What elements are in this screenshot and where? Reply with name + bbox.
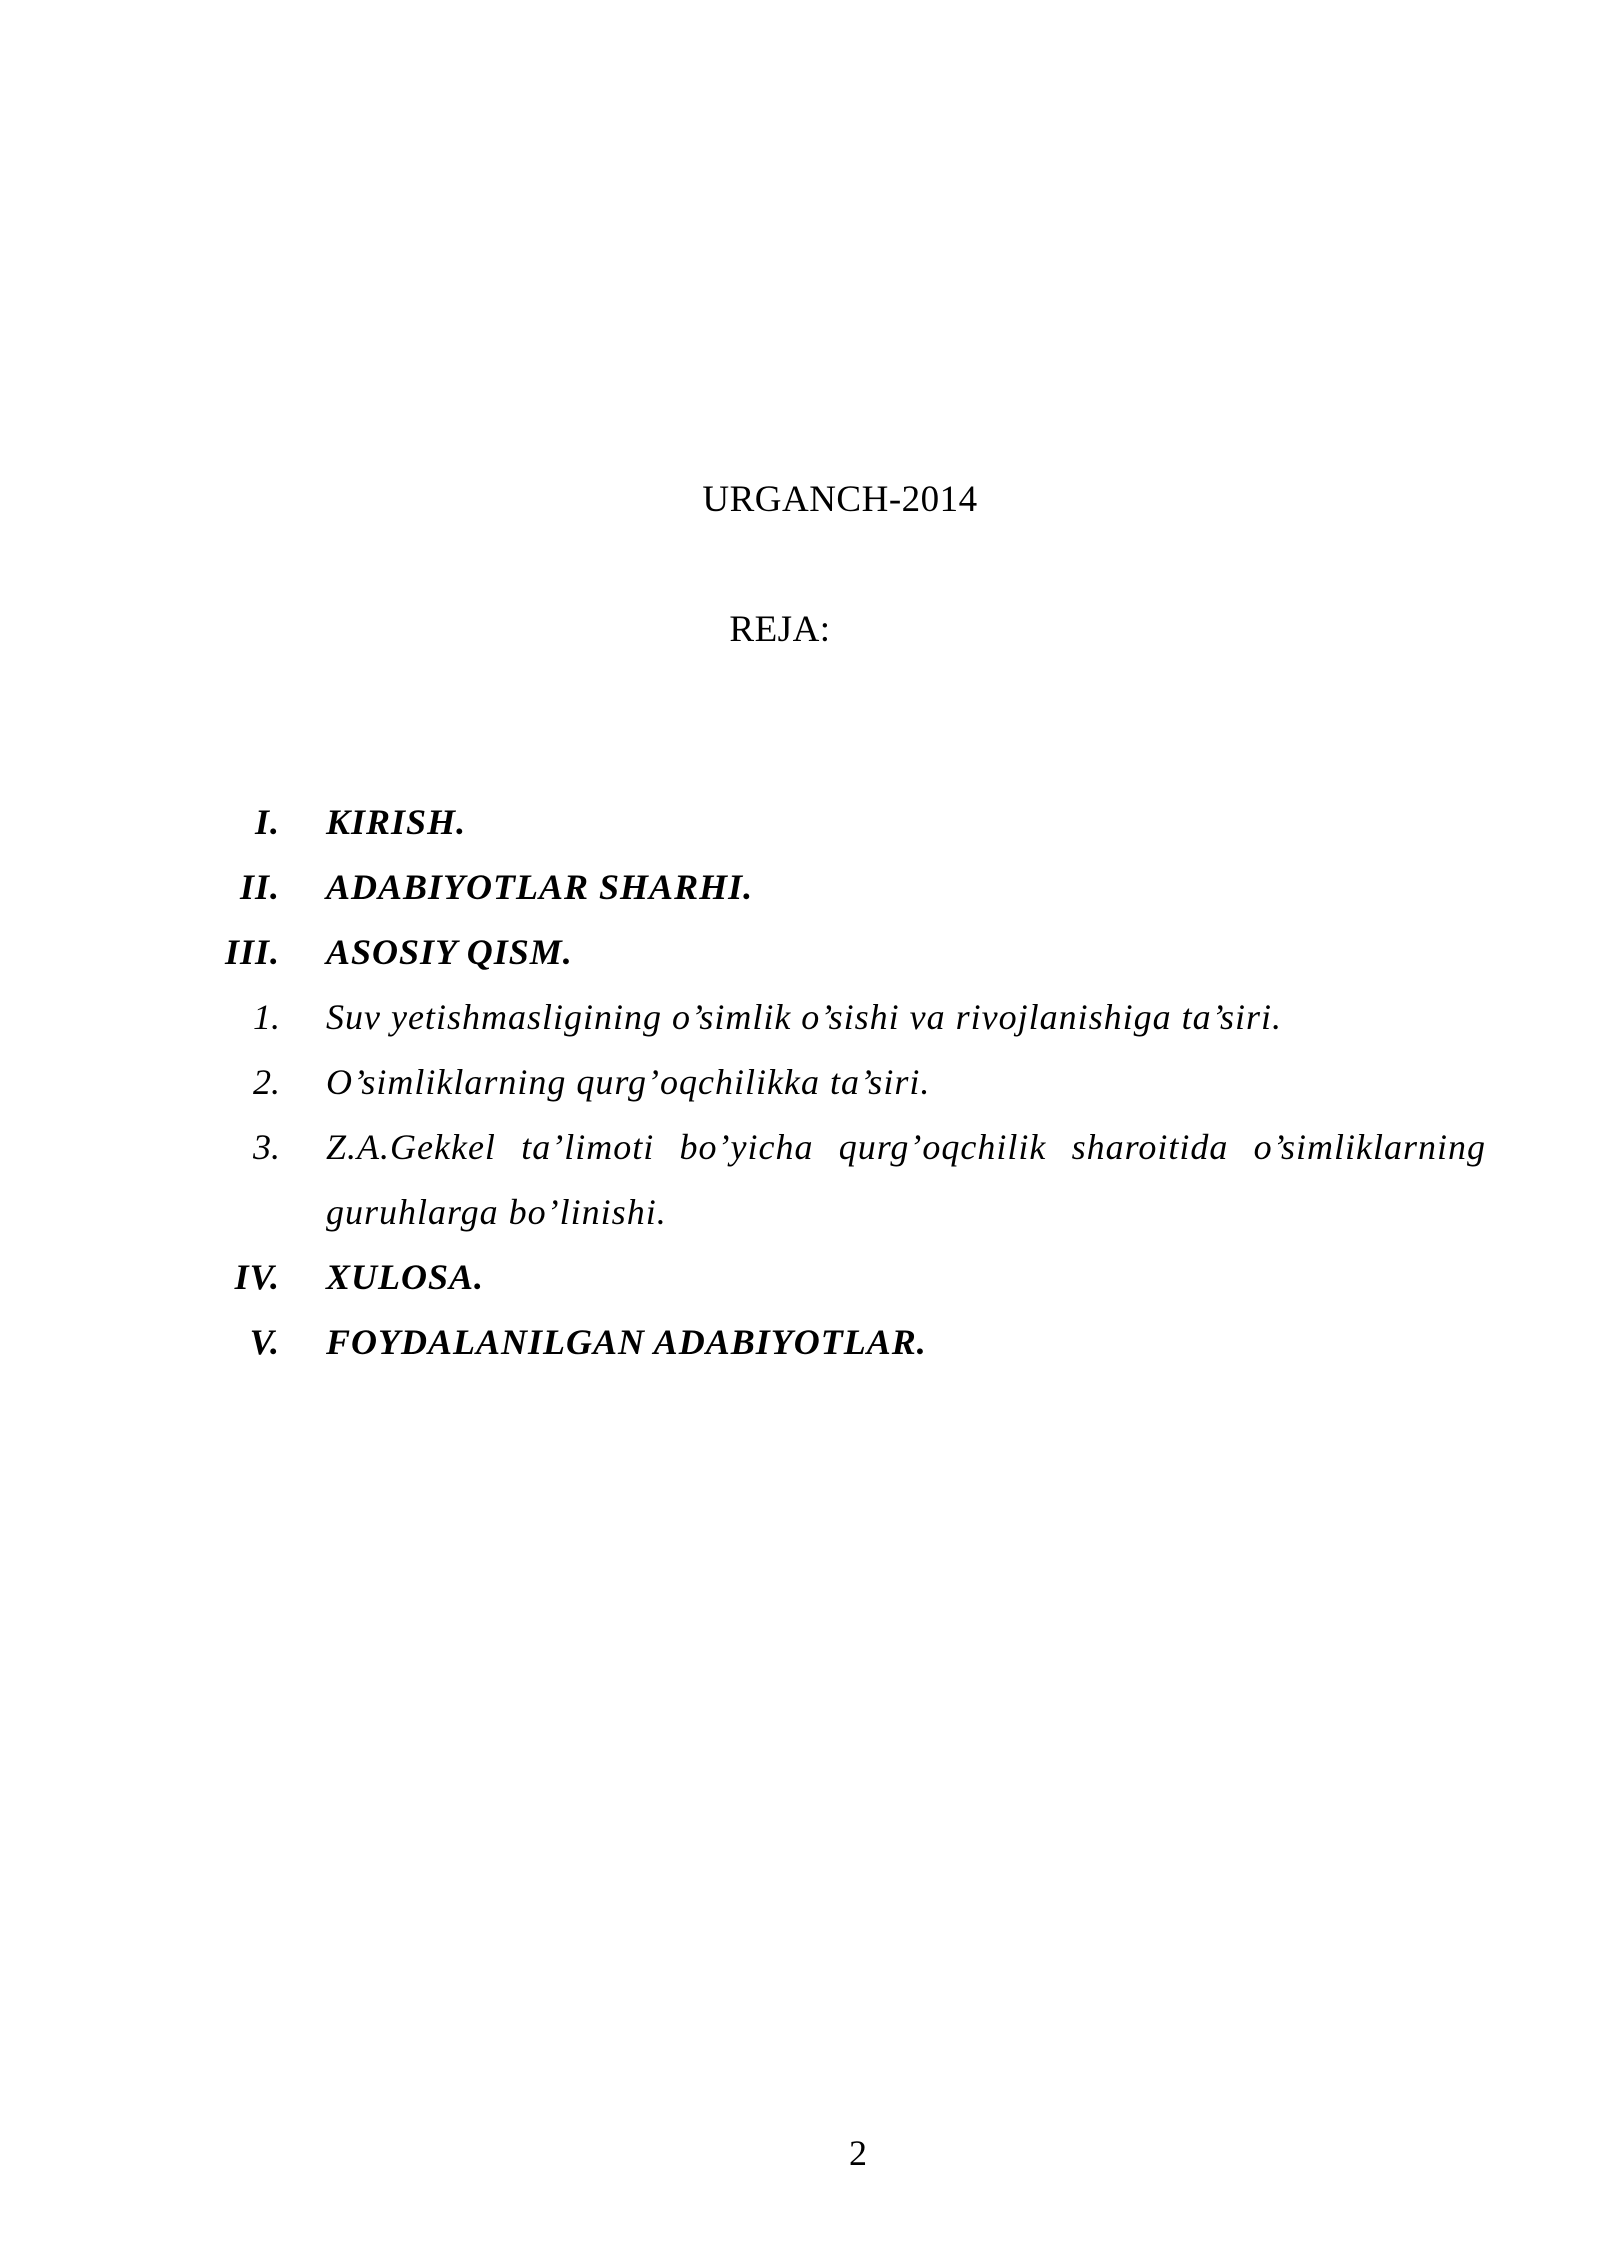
page-number: 2 [849, 2133, 867, 2173]
outline-text: KIRISH. [326, 802, 467, 842]
outline-marker: III. [224, 932, 280, 972]
outline-marker: V. [249, 1322, 280, 1362]
outline-marker: II. [239, 867, 280, 907]
outline-subitem-marker: 3. [253, 1127, 280, 1167]
word: ta’limoti [521, 1127, 655, 1167]
outline-subitem-marker: 1. [253, 997, 280, 1037]
outline-marker: I. [254, 802, 280, 842]
outline-subitem-text: O’simliklarning qurg’oqchilikka ta’siri. [326, 1062, 931, 1102]
city-year-heading: URGANCH-2014 [702, 479, 978, 520]
outline-subitem-text: Suv yetishmasligining o’simlik o’sishi va rivojlanishiga ta’siri. [326, 997, 1283, 1037]
outline-marker: IV. [234, 1257, 280, 1297]
outline-text: ADABIYOTLAR SHARHI. [326, 867, 754, 907]
word: sharoitida [1071, 1127, 1229, 1167]
outline-text: XULOSA. [326, 1257, 485, 1297]
word: qurg’oqchilik [838, 1127, 1047, 1167]
outline-subitem-marker: 2. [253, 1062, 280, 1102]
outline-subitem-text-line2: guruhlarga bo’linishi. [326, 1192, 667, 1232]
outline-subitem-text-line1 [326, 1125, 1486, 1169]
word: o’simliklarning [1253, 1127, 1486, 1167]
word: Z.A.Gekkel [326, 1127, 496, 1167]
plan-title: REJA: [729, 609, 831, 650]
outline-text: ASOSIY QISM. [326, 932, 573, 972]
outline-text: FOYDALANILGAN ADABIYOTLAR. [326, 1322, 927, 1362]
word: bo’yicha [679, 1127, 814, 1167]
